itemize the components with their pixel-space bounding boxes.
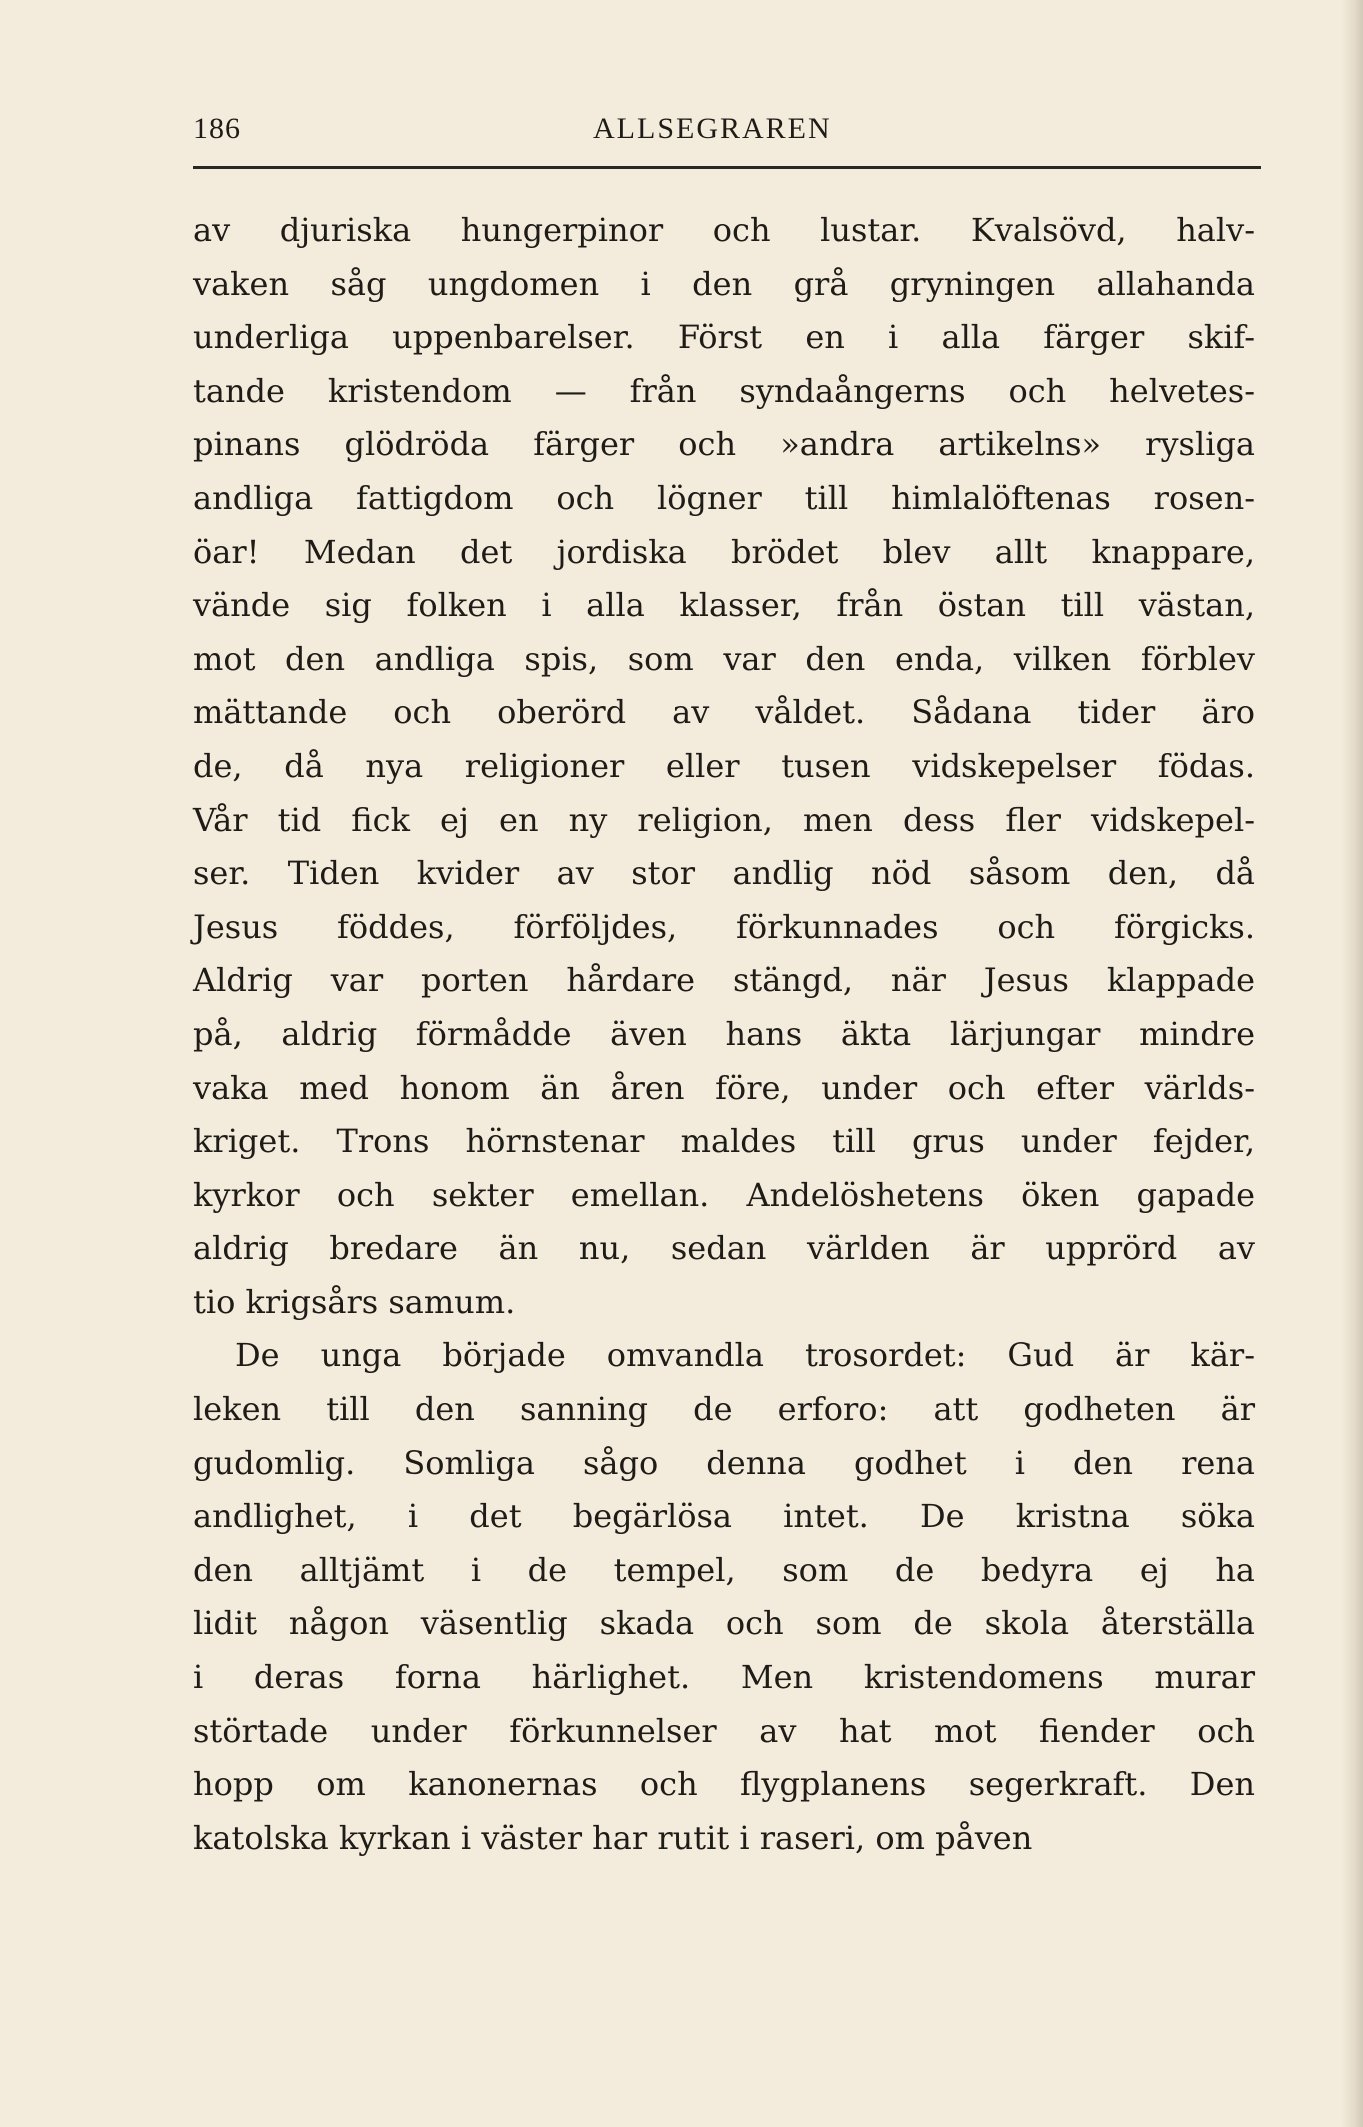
running-head	[193, 112, 1261, 152]
text-line: andlighet, i det begärlösa intet. De kristna söka	[193, 1497, 1255, 1536]
text-line: ser. Tiden kvider av stor andlig nöd såsom den, då	[193, 854, 1255, 893]
text-line: de, då nya religioner eller tusen vidskepelser födas.	[193, 746, 1255, 785]
text-line: vaken såg ungdomen i den grå gryningen allahanda	[193, 264, 1255, 303]
page-number: 186	[193, 112, 241, 145]
running-title: ALLSEGRAREN	[593, 112, 832, 145]
text-line: leken till den sanning de erforo: att godheten är	[193, 1390, 1255, 1429]
text-line: av djuriska hungerpinor och lustar. Kvalsövd, halv-	[193, 211, 1255, 249]
text-line: katolska kyrkan i väster har rutit i raseri, om påven	[193, 1818, 1033, 1857]
text-line: underliga uppenbarelser. Först en i alla färger skif-	[193, 318, 1255, 357]
text-line: vände sig folken i alla klasser, från östan till västan,	[193, 586, 1255, 625]
text-line: tio krigsårs samum.	[193, 1282, 516, 1321]
text-line: vaka med honom än åren före, under och efter världs-	[193, 1068, 1255, 1107]
text-line: kriget. Trons hörnstenar maldes till grus under fejder,	[193, 1122, 1255, 1161]
text-line: lidit någon väsentlig skada och som de skola återställa	[193, 1604, 1255, 1643]
header-rule	[193, 166, 1261, 169]
body-text	[193, 204, 1255, 1865]
text-line: störtade under förkunnelser av hat mot fiender och	[193, 1711, 1255, 1750]
text-line: gudomlig. Somliga sågo denna godhet i den rena	[193, 1443, 1255, 1482]
text-line: hopp om kanonernas och flygplanens segerkraft. Den	[193, 1765, 1255, 1804]
text-line: kyrkor och sekter emellan. Andelöshetens öken gapade	[193, 1175, 1255, 1214]
text-line: mättande och oberörd av våldet. Sådana tider äro	[193, 693, 1255, 732]
text-line: den alltjämt i de tempel, som de bedyra ej ha	[193, 1550, 1255, 1589]
text-line: Jesus föddes, förföljdes, förkunnades och förgicks.	[193, 907, 1255, 946]
text-line: i deras forna härlighet. Men kristendomens murar	[193, 1658, 1255, 1697]
text-line: Vår tid fick ej en ny religion, men dess fler vidskepel-	[193, 800, 1255, 839]
text-line: mot den andliga spis, som var den enda, vilken förblev	[193, 639, 1255, 678]
text-line: aldrig bredare än nu, sedan världen är upprörd av	[193, 1229, 1255, 1268]
text-line: De unga började omvandla trosordet: Gud är kär-	[235, 1336, 1255, 1375]
page-edge-shadow	[1341, 0, 1363, 2127]
text-line: andliga fattigdom och lögner till himlalöftenas rosen-	[193, 478, 1255, 517]
text-line: Aldrig var porten hårdare stängd, när Jesus klappade	[193, 961, 1255, 1000]
text-line: pinans glödröda färger och »andra artikelns» rysliga	[193, 425, 1255, 464]
text-line: öar! Medan det jordiska brödet blev allt knappare,	[193, 532, 1255, 571]
text-line: på, aldrig förmådde även hans äkta lärjungar mindre	[193, 1014, 1255, 1053]
text-line: tande kristendom — från syndaångerns och helvetes-	[193, 371, 1255, 410]
